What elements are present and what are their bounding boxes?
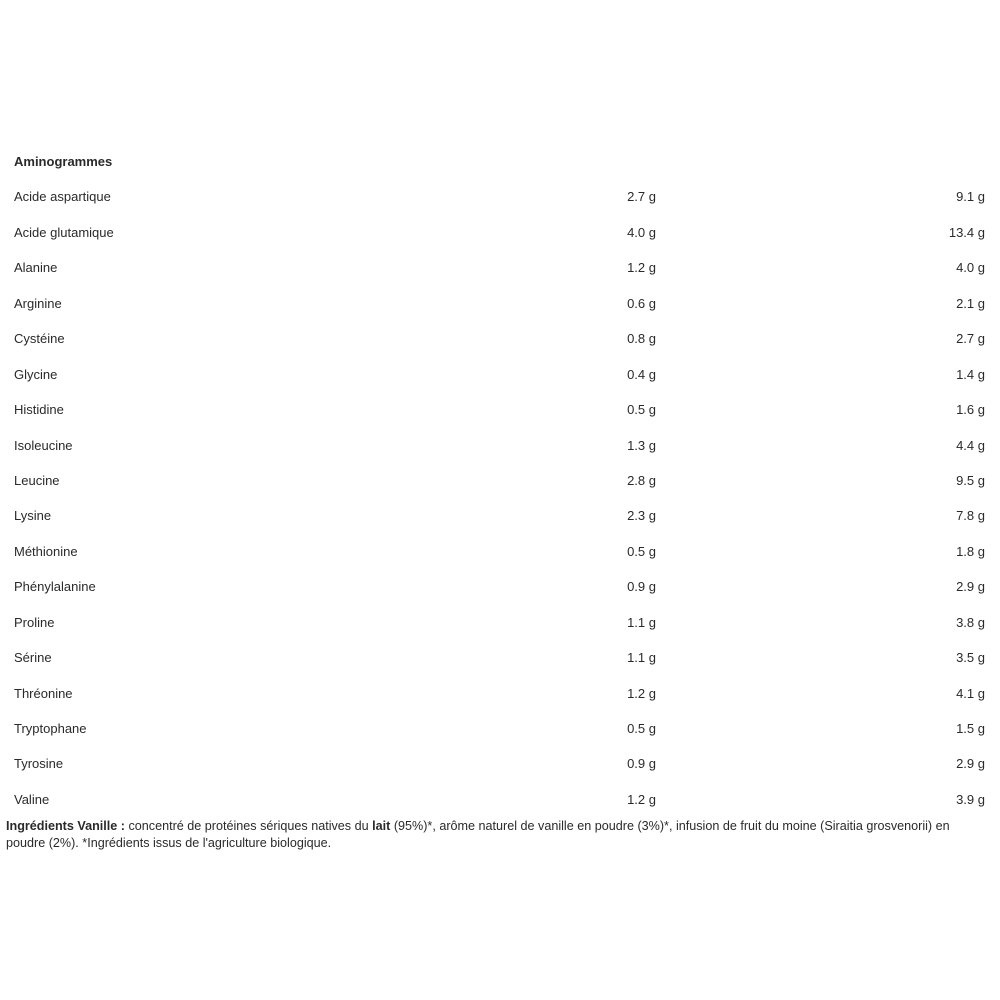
amino-acid-value-per-100g: 1.8 g [956, 543, 985, 559]
table-body [14, 179, 986, 817]
amino-acid-value-per-serving: 1.1 g [627, 650, 656, 666]
amino-acid-name: Acide aspartique [14, 189, 111, 205]
table-row [14, 605, 986, 640]
amino-acid-name: Histidine [14, 402, 64, 418]
amino-acid-value-per-100g: 4.0 g [956, 260, 985, 276]
amino-acid-value-per-100g: 2.9 g [956, 756, 985, 772]
amino-acid-value-per-100g: 3.8 g [956, 614, 985, 630]
table-row [14, 746, 986, 781]
table-header-row [14, 144, 986, 179]
amino-acid-value-per-serving: 0.5 g [627, 721, 656, 736]
amino-acid-name: Sérine [14, 650, 52, 666]
table-row [14, 569, 986, 604]
amino-acid-value-per-serving: 0.5 g [627, 402, 656, 418]
table-row [14, 179, 986, 214]
amino-acid-name: Lysine [14, 508, 52, 524]
amino-acid-name: Isoleucine [14, 437, 73, 453]
amino-acid-value-per-100g: 3.9 g [956, 791, 985, 807]
amino-acid-value-per-serving: 0.5 g [627, 543, 656, 559]
amino-acid-value-per-serving: 1.2 g [627, 791, 656, 807]
amino-acid-name: Thréonine [14, 685, 73, 701]
table-row [14, 250, 986, 285]
table-row [14, 321, 986, 356]
amino-acid-name: Acide glutamique [14, 224, 114, 240]
amino-acid-name: Phénylalanine [14, 579, 96, 595]
amino-acid-name: Valine [14, 791, 50, 807]
amino-acid-value-per-100g: 3.5 g [956, 650, 985, 666]
amino-acid-value-per-serving: 1.1 g [627, 614, 656, 630]
amino-acid-value-per-100g: 1.5 g [956, 721, 985, 736]
ingredients-bold-word: lait [372, 819, 391, 833]
amino-acid-value-per-100g: 9.1 g [956, 189, 985, 205]
amino-acid-value-per-100g: 4.4 g [956, 437, 985, 453]
amino-acid-value-per-serving: 2.8 g [627, 472, 656, 488]
amino-acid-value-per-100g: 7.8 g [956, 508, 985, 524]
amino-acid-name: Arginine [14, 295, 62, 311]
table-row [14, 534, 986, 569]
amino-acid-value-per-serving: 0.4 g [627, 366, 656, 382]
amino-acid-value-per-serving: 1.3 g [627, 437, 656, 453]
table-row [14, 711, 986, 746]
amino-acid-value-per-serving: 1.2 g [627, 685, 656, 701]
ingredients-paragraph [6, 818, 990, 852]
ingredients-text-before: concentré de protéines sériques natives du [124, 819, 373, 833]
table-header-title: Aminogrammes [14, 154, 113, 169]
amino-acid-name: Leucine [14, 472, 60, 488]
amino-acid-value-per-100g: 2.9 g [956, 579, 985, 595]
amino-acid-name: Tryptophane [14, 721, 87, 736]
table-row [14, 498, 986, 533]
amino-acid-value-per-serving: 0.9 g [627, 579, 656, 595]
table-row [14, 640, 986, 675]
amino-acid-value-per-100g: 1.6 g [956, 402, 985, 418]
amino-acid-name: Méthionine [14, 543, 78, 559]
aminogram-table [14, 144, 986, 817]
amino-acid-name: Tyrosine [14, 756, 64, 772]
table-row [14, 428, 986, 463]
amino-acid-value-per-100g: 2.1 g [956, 295, 985, 311]
ingredients-text-after: (95%)*, arôme naturel de vanille en poudre (3%)*, infusion de fruit du moine (Siraitia grosvenorii) en poudre (2%). *Ingrédients issus de l'agriculture biologique. [6, 819, 950, 850]
table-row [14, 215, 986, 250]
amino-acid-name: Alanine [14, 260, 58, 276]
ingredients-label: Ingrédients Vanille : [6, 819, 125, 833]
amino-acid-value-per-serving: 2.3 g [627, 508, 656, 524]
amino-acid-value-per-serving: 0.8 g [627, 331, 656, 347]
table-row [14, 782, 986, 817]
amino-acid-value-per-serving: 1.2 g [627, 260, 656, 276]
amino-acid-value-per-serving: 4.0 g [627, 224, 656, 240]
table-row [14, 676, 986, 711]
amino-acid-name: Glycine [14, 366, 58, 382]
table-row [14, 463, 986, 498]
amino-acid-value-per-serving: 0.9 g [627, 756, 656, 772]
amino-acid-name: Proline [14, 614, 55, 630]
table-row [14, 392, 986, 427]
amino-acid-value-per-100g: 4.1 g [956, 685, 985, 701]
amino-acid-value-per-100g: 2.7 g [956, 331, 985, 347]
amino-acid-value-per-serving: 2.7 g [627, 189, 656, 205]
table-row [14, 286, 986, 321]
table-row [14, 357, 986, 392]
amino-acid-name: Cystéine [14, 331, 65, 347]
amino-acid-value-per-serving: 0.6 g [627, 295, 656, 311]
amino-acid-value-per-100g: 1.4 g [956, 366, 985, 382]
amino-acid-value-per-100g: 13.4 g [948, 224, 985, 240]
amino-acid-value-per-100g: 9.5 g [956, 472, 985, 488]
